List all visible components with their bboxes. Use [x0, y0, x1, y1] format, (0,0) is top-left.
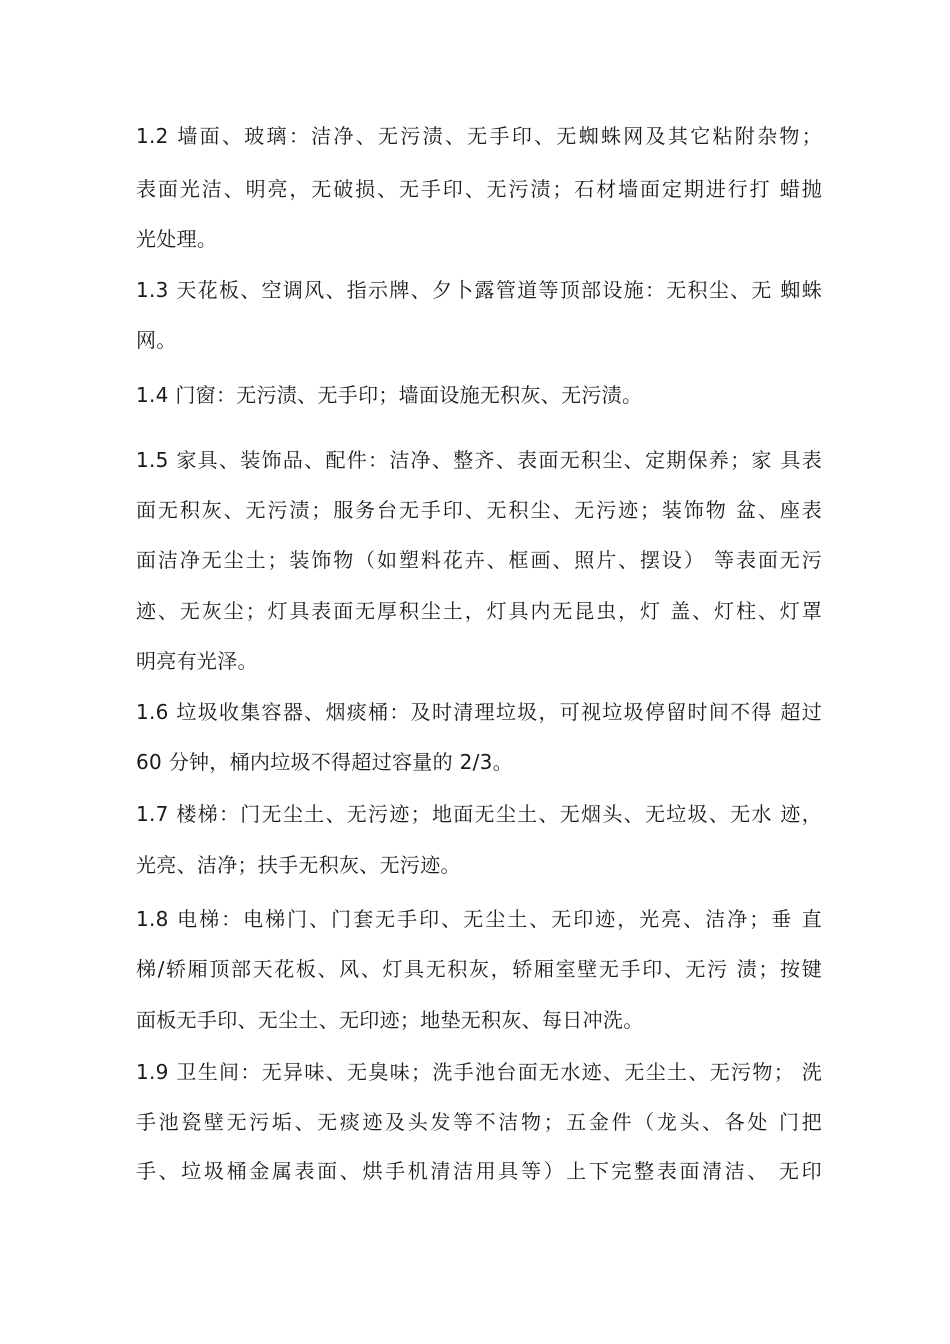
text-line-1-9: 1.9 卫生间：无异味、无臭味；洗手池台面无水迹、无尘土、无污物； 洗: [136, 1060, 822, 1084]
text-line-1-4: 1.4 门窗：无污渍、无手印；墙面设施无积灰、无污渍。: [136, 383, 643, 407]
text-line: 面板无手印、无尘土、无印迹；地垫无积灰、每日冲洗。: [136, 1008, 644, 1032]
text-line: 手池瓷壁无污垢、无痰迹及头发等不洁物；五金件（龙头、各处 门把: [136, 1110, 822, 1134]
text-line: 60 分钟，桶内垃圾不得超过容量的 2/3。: [136, 750, 513, 774]
text-line: 网。: [136, 328, 177, 352]
text-line: 面洁净无尘土；装饰物（如塑料花卉、框画、照片、摆设） 等表面无污: [136, 548, 822, 572]
text-line-1-7: 1.7 楼梯：门无尘土、无污迹；地面无尘土、无烟头、无垃圾、无水 迹，: [136, 802, 822, 826]
text-line-1-6: 1.6 垃圾收集容器、烟痰桶：及时清理垃圾，可视垃圾停留时间不得 超过: [136, 700, 822, 724]
text-line: 手、垃圾桶金属表面、烘手机清洁用具等）上下完整表面清洁、 无印: [136, 1159, 822, 1183]
text-line: 梯/轿厢顶部天花板、风、灯具无积灰，轿厢室壁无手印、无污 渍；按键: [136, 957, 822, 981]
text-line: 明亮有光泽。: [136, 649, 258, 673]
text-line: 迹、无灰尘；灯具表面无厚积尘土，灯具内无昆虫，灯 盖、灯柱、灯罩: [136, 599, 822, 623]
text-line-1-8: 1.8 电梯：电梯门、门套无手印、无尘土、无印迹，光亮、洁净；垂 直: [136, 907, 822, 931]
text-line: 光亮、洁净；扶手无积灰、无污迹。: [136, 853, 461, 877]
text-line-1-2: 1.2 墙面、玻璃：洁净、无污渍、无手印、无蜘蛛网及其它粘附杂物；: [136, 124, 822, 148]
text-line-1-3: 1.3 天花板、空调风、指示牌、夕卜露管道等顶部设施：无积尘、无 蜘蛛: [136, 278, 822, 302]
text-line: 面无积灰、无污渍；服务台无手印、无积尘、无污迹；装饰物 盆、座表: [136, 498, 822, 522]
text-line: 光处理。: [136, 227, 218, 251]
text-line: 表面光洁、明亮，无破损、无手印、无污渍；石材墙面定期进行打 蜡抛: [136, 177, 822, 201]
text-line-1-5: 1.5 家具、装饰品、配件：洁净、整齐、表面无积尘、定期保养；家 具表: [136, 448, 822, 472]
